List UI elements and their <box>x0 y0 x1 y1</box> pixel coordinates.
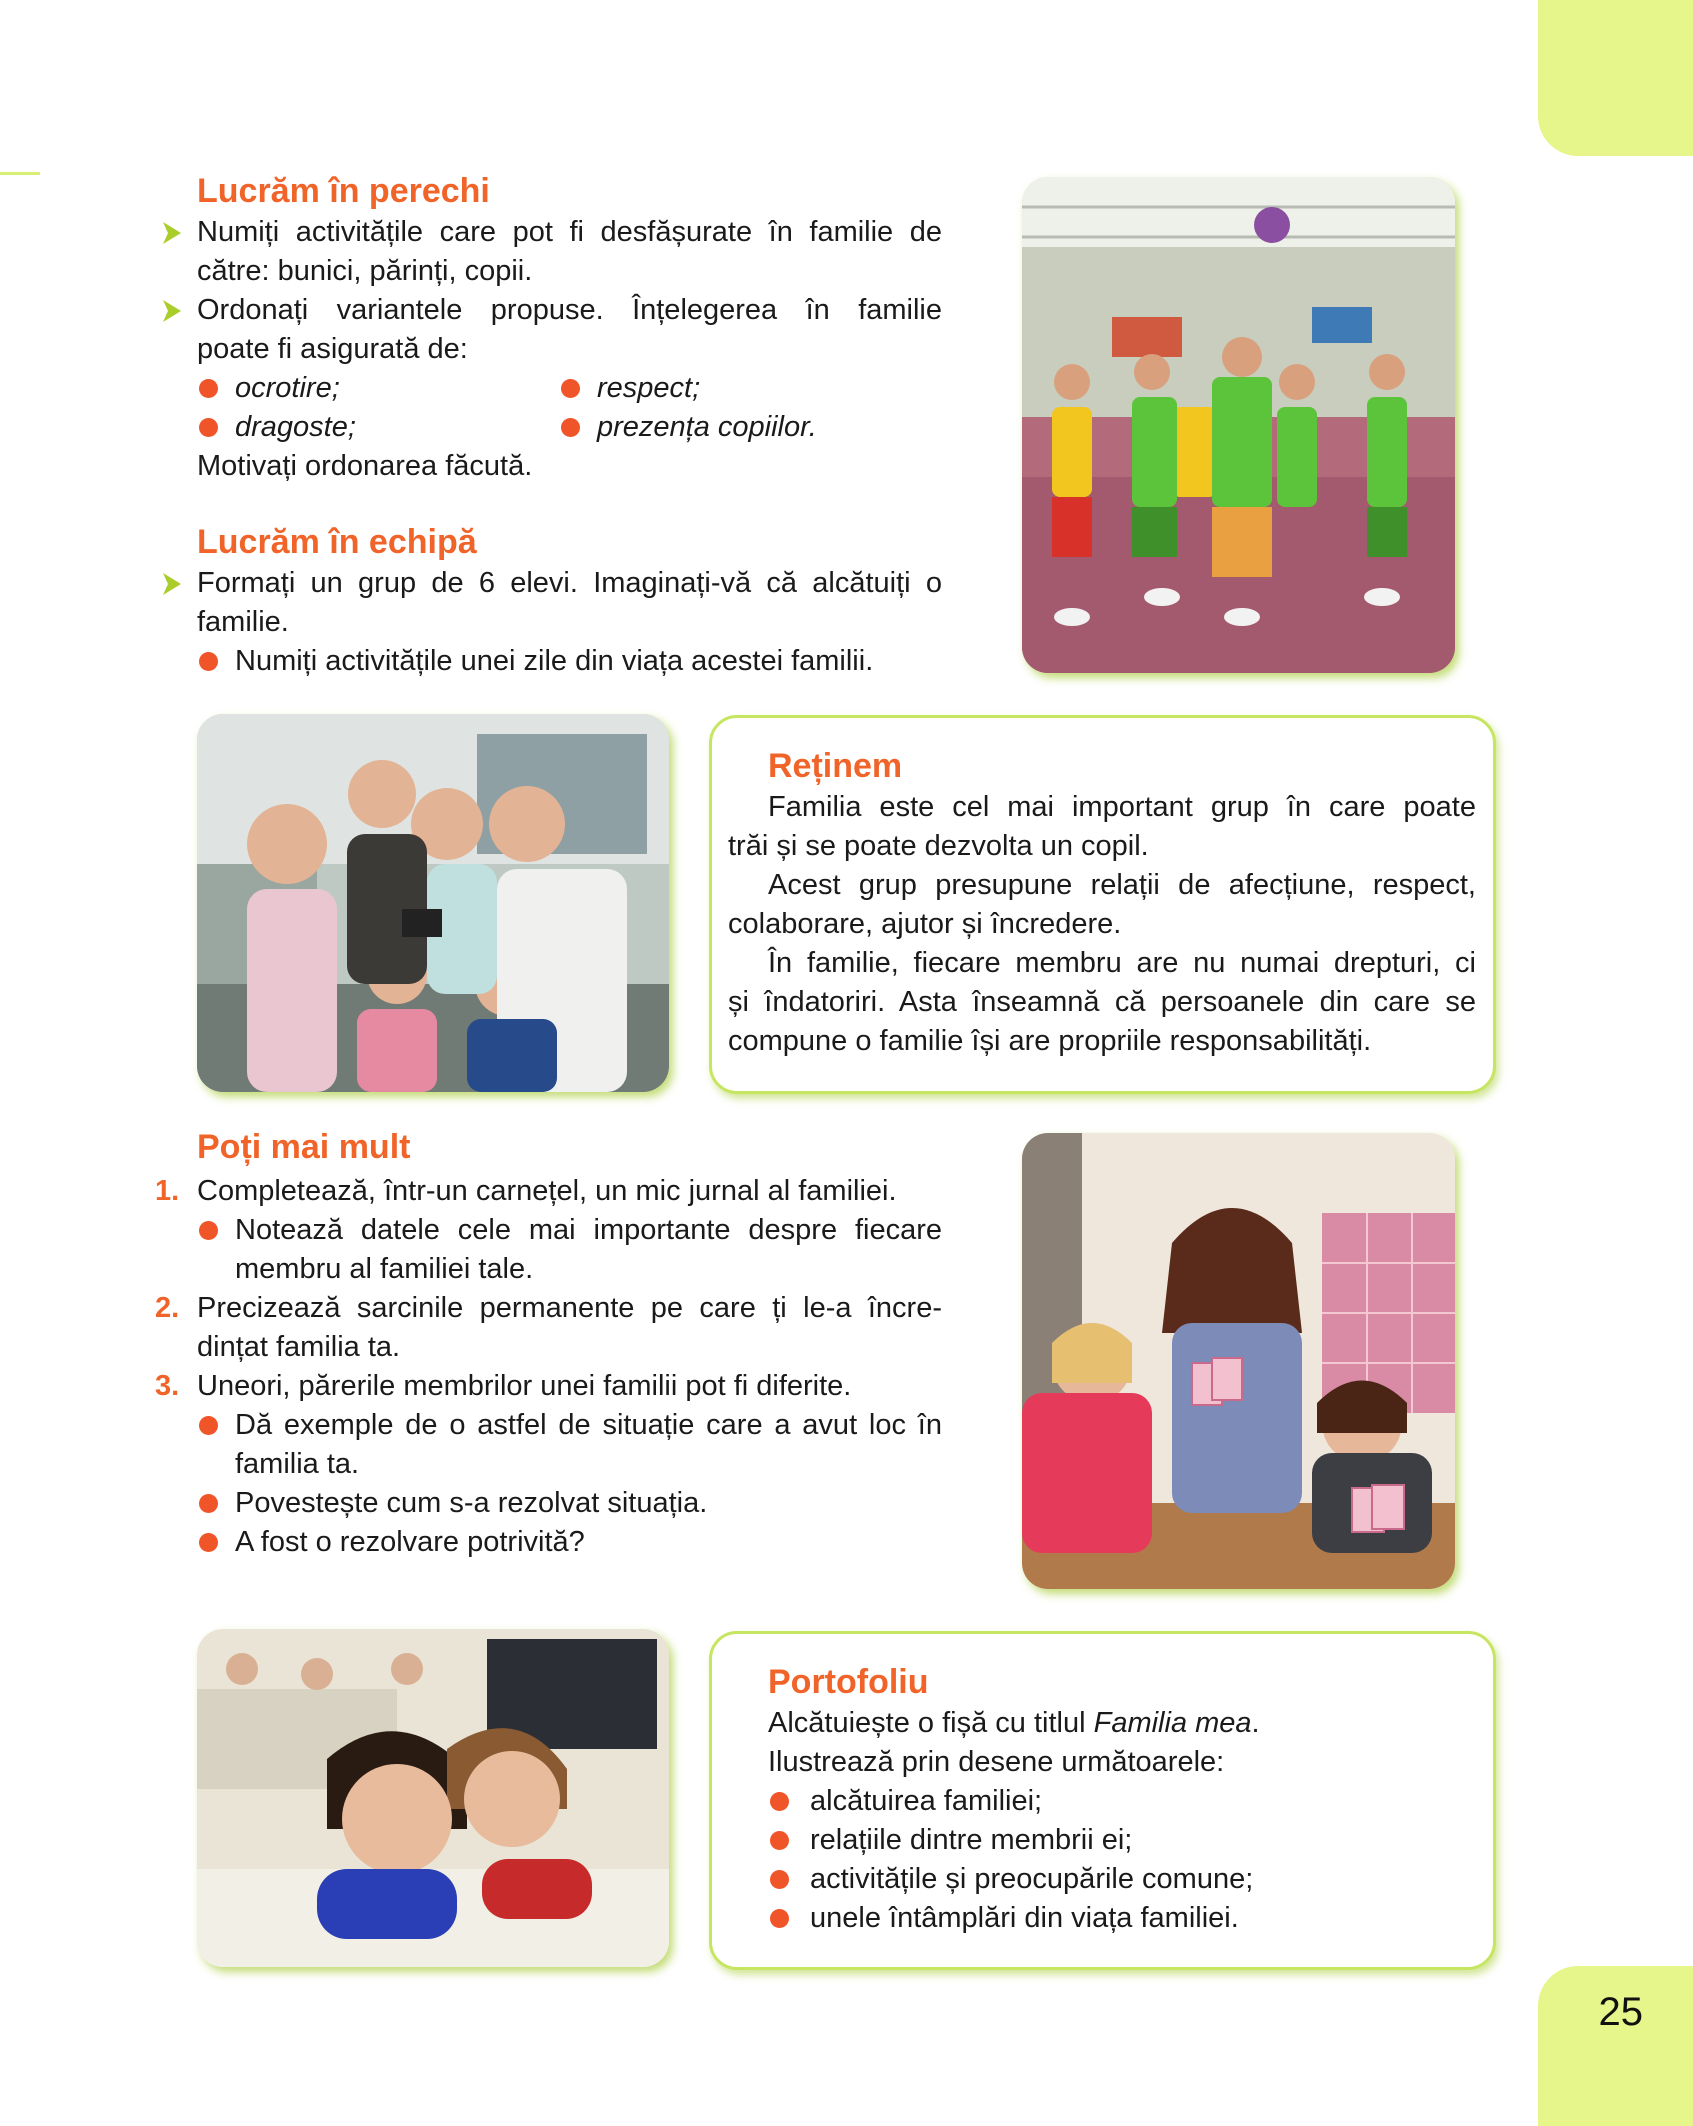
option-item: dragoste; <box>235 411 356 443</box>
text-line: familia ta. <box>235 1448 360 1480</box>
text-line: dințat familia ta. <box>197 1331 401 1363</box>
basketball-photo <box>1022 177 1455 673</box>
text-line: membru al familiei tale. <box>235 1253 534 1285</box>
option-item: ocrotire; <box>235 372 340 404</box>
numbered-item: 2. Precizează sarcinile permanente pe care ți le-a încre- <box>197 1289 942 1328</box>
portofoliu-content <box>768 1663 1468 1938</box>
text-line: Formați un grup de 6 elevi. Imaginați-vă că alcătuiți o <box>197 564 942 603</box>
bullet-dot-icon <box>770 1870 789 1889</box>
option-item: prezența copiilor. <box>597 411 817 443</box>
bullet-line: A fost o rezolvare potrivită? <box>197 1523 942 1562</box>
bullet-dot-icon <box>199 418 218 437</box>
bullet-line: Povestește cum s-a rezolvat situația. <box>197 1484 942 1523</box>
retinem-box <box>709 715 1496 1094</box>
family-selfie-photo <box>197 714 669 1092</box>
text-line: trăi și se poate dezvolta un copil. <box>728 830 1149 862</box>
option-item: respect; <box>597 372 701 404</box>
page-number: 25 <box>1598 1990 1643 2034</box>
video-game-illustration <box>197 1629 669 1967</box>
bullet-dot-icon <box>561 418 580 437</box>
section-echipa-body <box>197 564 942 681</box>
text-line: colaborare, ajutor și încredere. <box>728 908 1122 940</box>
retinem-title: Reținem <box>768 747 903 785</box>
portofoliu-intro: Alcătuiește o fișă cu titlul Familia mea. <box>768 1707 1260 1739</box>
family-illustration <box>197 714 669 1092</box>
item-number: 3. <box>155 1370 180 1402</box>
bullet-dot-icon <box>199 1533 218 1552</box>
bullet-dot-icon <box>199 1416 218 1435</box>
options-row <box>197 369 942 408</box>
bullet-line: relațiile dintre membrii ei; <box>768 1821 1468 1860</box>
item-number: 1. <box>155 1175 180 1207</box>
corner-tab-top <box>1538 0 1693 156</box>
text-line: poate fi asigurată de: <box>197 333 468 365</box>
arrow-bullet-icon <box>159 298 185 324</box>
card-game-photo <box>1022 1133 1455 1589</box>
card-game-illustration <box>1022 1133 1455 1589</box>
numbered-item: 3. Uneori, părerile membrilor unei familii pot fi diferite. <box>197 1367 942 1406</box>
numbered-item: 1. Completează, într-un carnețel, un mic jurnal al familiei. <box>197 1172 942 1211</box>
arrow-bullet-icon <box>159 571 185 597</box>
arrow-bullet-icon <box>159 220 185 246</box>
text-line: compune o familie își are propriile responsabilități. <box>728 1025 1372 1057</box>
bullet-line: Numiți activitățile unei zile din viața acestei familii. <box>197 642 942 681</box>
bullet-dot-icon <box>199 652 218 671</box>
portofoliu-box <box>709 1631 1496 1970</box>
portofoliu-title: Portofoliu <box>768 1663 929 1701</box>
bullet-line: Notează datele cele mai importante despre fiecare <box>197 1211 942 1250</box>
text-line: În familie, fiecare membru are nu numai drepturi, ci <box>768 947 1476 979</box>
bullet-line: unele întâmplări din viața familiei. <box>768 1899 1468 1938</box>
margin-rule <box>0 172 40 175</box>
bullet-line: activitățile și preocupările comune; <box>768 1860 1468 1899</box>
text-line: Ilustrează prin desene următoarele: <box>768 1746 1225 1778</box>
text-line: Numiți activitățile care pot fi desfășurate în familie de <box>197 213 942 252</box>
text-line: Motivați ordonarea făcută. <box>197 450 533 482</box>
retinem-content <box>728 747 1476 1061</box>
text-line: familie. <box>197 606 289 638</box>
section-title-perechi: Lucrăm în perechi <box>197 172 490 210</box>
bullet-dot-icon <box>770 1792 789 1811</box>
video-game-photo <box>197 1629 669 1967</box>
text-line: Familia este cel mai important grup în care poate <box>768 791 1476 823</box>
section-poti-body <box>155 1172 942 1562</box>
bullet-dot-icon <box>770 1831 789 1850</box>
section-perechi-body <box>197 213 942 486</box>
bullet-dot-icon <box>770 1909 789 1928</box>
bullet-line: alcătuirea familiei; <box>768 1782 1468 1821</box>
text-line: și îndatoriri. Asta înseamnă că persoanele din care se <box>728 986 1476 1018</box>
bullet-dot-icon <box>199 1221 218 1240</box>
bullet-dot-icon <box>561 379 580 398</box>
section-title-echipa: Lucrăm în echipă <box>197 523 477 561</box>
text-line: Acest grup presupune relații de afecțiune, respect, <box>768 869 1476 901</box>
bullet-line: Dă exemple de o astfel de situație care a avut loc în <box>197 1406 942 1445</box>
bullet-dot-icon <box>199 1494 218 1513</box>
text-line: către: bunici, părinți, copii. <box>197 255 533 287</box>
options-row <box>197 408 942 447</box>
item-number: 2. <box>155 1292 180 1324</box>
text-line: Ordonați variantele propuse. Înțelegerea în familie <box>197 291 942 330</box>
basketball-illustration <box>1022 177 1455 673</box>
section-title-poti: Poți mai mult <box>197 1128 411 1166</box>
bullet-dot-icon <box>199 379 218 398</box>
